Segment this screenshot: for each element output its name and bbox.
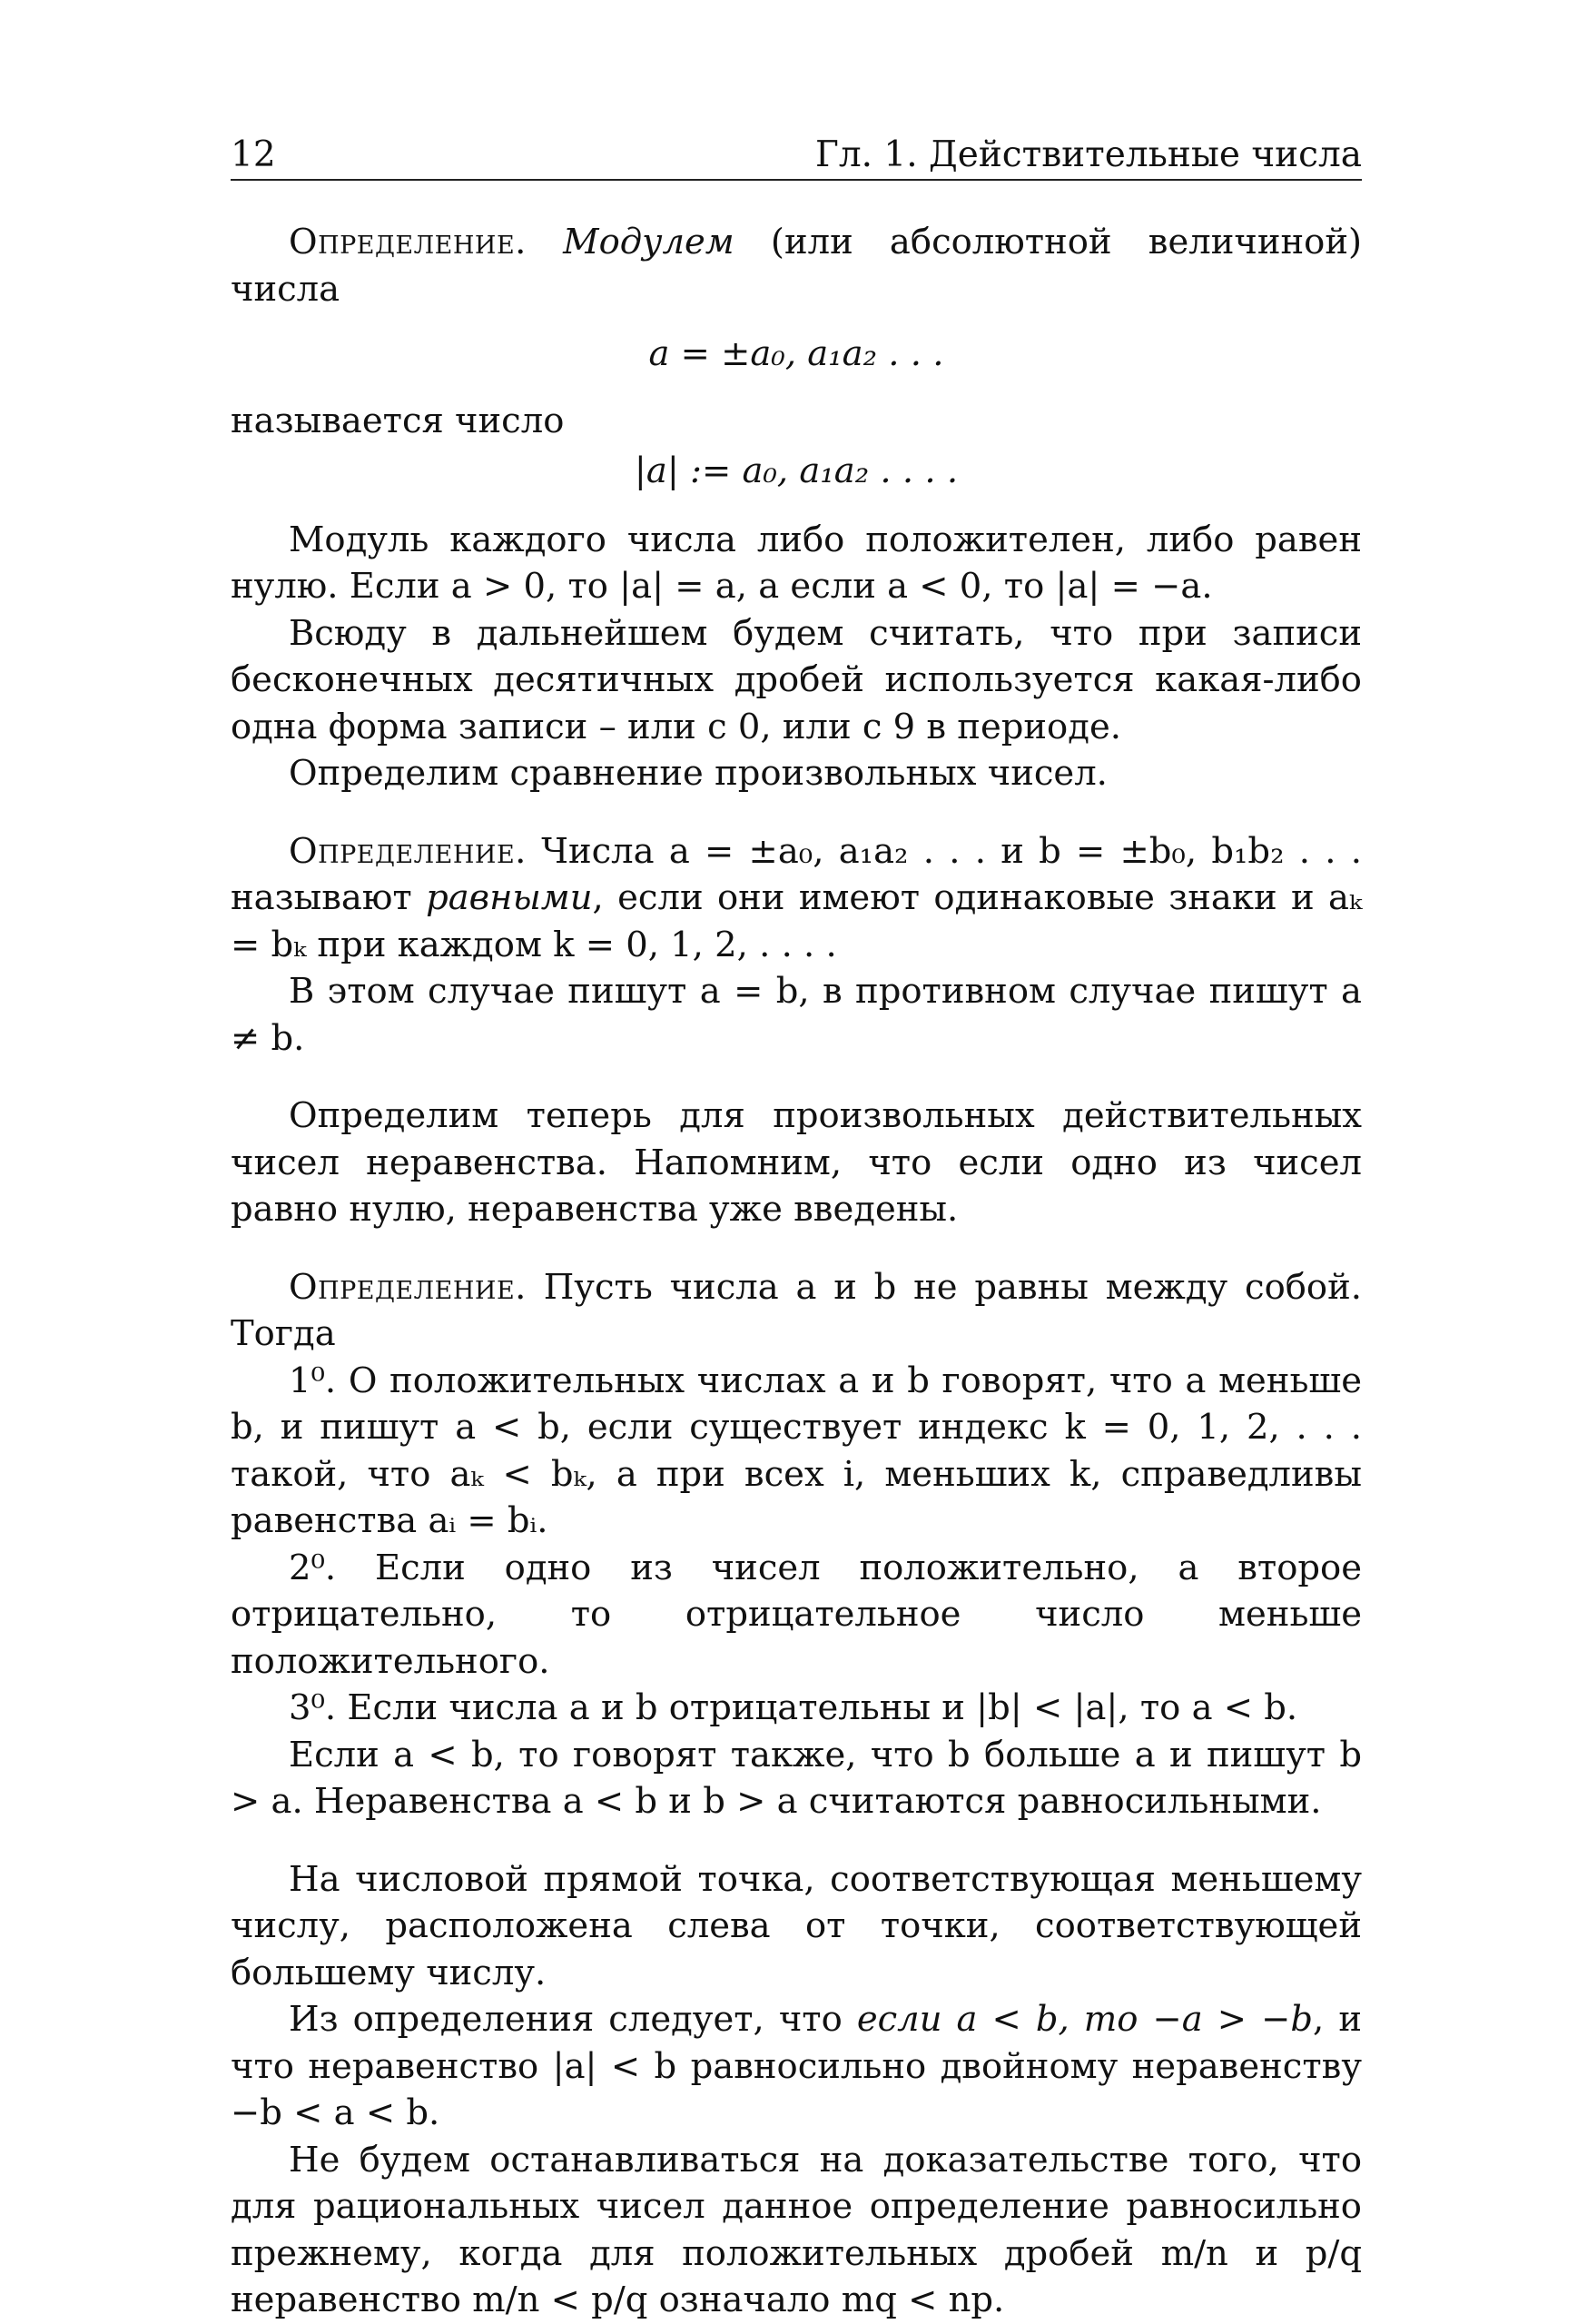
paragraph-rational: Не будем останавливаться на доказательстве того, что для рациональных чисел данное определение равносильно прежнему, когда для положительных дробей m/n и p/q неравенство m/n < p/q означало mq < np. (231, 2139, 1362, 2320)
order-item-2: 2⁰. Если одно из чисел положительно, а второе отрицательно, то отрицательное число меньше положительного. (231, 1547, 1362, 1682)
paragraph-comparison: Определим сравнение произвольных чисел. (289, 753, 1108, 794)
equation-modulus: |a| := a₀, a₁a₂ . . . . (634, 450, 959, 491)
order-item-1: 1⁰. О положительных числах a и b говорят, что a меньше b, и пишут a < b, если существует индекс k = 0, 1, 2, . . . такой, что aₖ < bₖ, а при всех i, меньших k, справедливы равенства aᵢ = bᵢ. (231, 1360, 1362, 1541)
paragraph-inequalities: Определим теперь для произвольных действительных чисел неравенства. Напомним, что если одно из чисел равно нулю, неравенства уже введены. (231, 1095, 1362, 1230)
definition-order-intro: Пусть числа a и b не равны между собой. Тогда (231, 1266, 1362, 1354)
consequence-text-b: , и что неравенство |a| < b равносильно двойному неравенству −b < a < b. (231, 1999, 1362, 2133)
definition-modulus (231, 219, 1362, 312)
definition-label: Определение. (289, 222, 527, 262)
book-page (231, 132, 1362, 2324)
running-title: Гл. 1. Действительные числа (815, 134, 1362, 175)
definition-equality (231, 828, 1362, 969)
paragraph-equality-notation: В этом случае пишут a = b, в противном случае пишут a ≠ b. (231, 971, 1362, 1059)
definition-modulus-mid: называется число (231, 400, 565, 441)
term-equal: равными (426, 877, 593, 918)
equation-number-form: a = ±a₀, a₁a₂ . . . (648, 333, 944, 374)
definition-label: Определение. (289, 830, 527, 872)
definition-equality-text-b: , если они имеют одинаковые знаки и aₖ = bₖ при каждом k = 0, 1, 2, . . . . (231, 877, 1362, 965)
page-number: 12 (231, 134, 276, 175)
definition-modulus-text: (или абсолютной величиной) числа (231, 222, 1362, 310)
paragraph-consequence (231, 1996, 1362, 2137)
paragraph-modulus-sign: Модуль каждого числа либо положителен, либо равен нулю. Если a > 0, то |a| = a, а если a < 0, то |a| = −a. (231, 519, 1362, 607)
definition-order (231, 1264, 1362, 1358)
paragraph-number-line: На числовой прямой точка, соответствующая меньшему числу, расположена слева от точки, соответствующей большему числу. (231, 1858, 1362, 1993)
consequence-italic: если a < b, то −a > −b (856, 1999, 1314, 2040)
paragraph-decimal-form: Всюду в дальнейшем будем считать, что при записи бесконечных десятичных дробей используется какая-либо одна форма записи – или с 0, или с 9 в периоде. (231, 612, 1362, 747)
definition-label: Определение. (289, 1266, 527, 1308)
order-after: Если a < b, то говорят также, что b больше a и пишут b > a. Неравенства a < b и b > a считаются равносильными. (231, 1734, 1362, 1822)
running-header (231, 132, 1362, 181)
term-modulus: Модулем (563, 222, 734, 262)
definition-equality-text-a: Числа a = ±a₀, a₁a₂ . . . и b = ±b₀, b₁b₂ . . . называют (231, 830, 1362, 918)
consequence-text-a: Из определения следует, что (289, 1999, 857, 2040)
order-item-3: 3⁰. Если числа a и b отрицательны и |b| < |a|, то a < b. (289, 1687, 1298, 1728)
page-body (231, 219, 1362, 2324)
